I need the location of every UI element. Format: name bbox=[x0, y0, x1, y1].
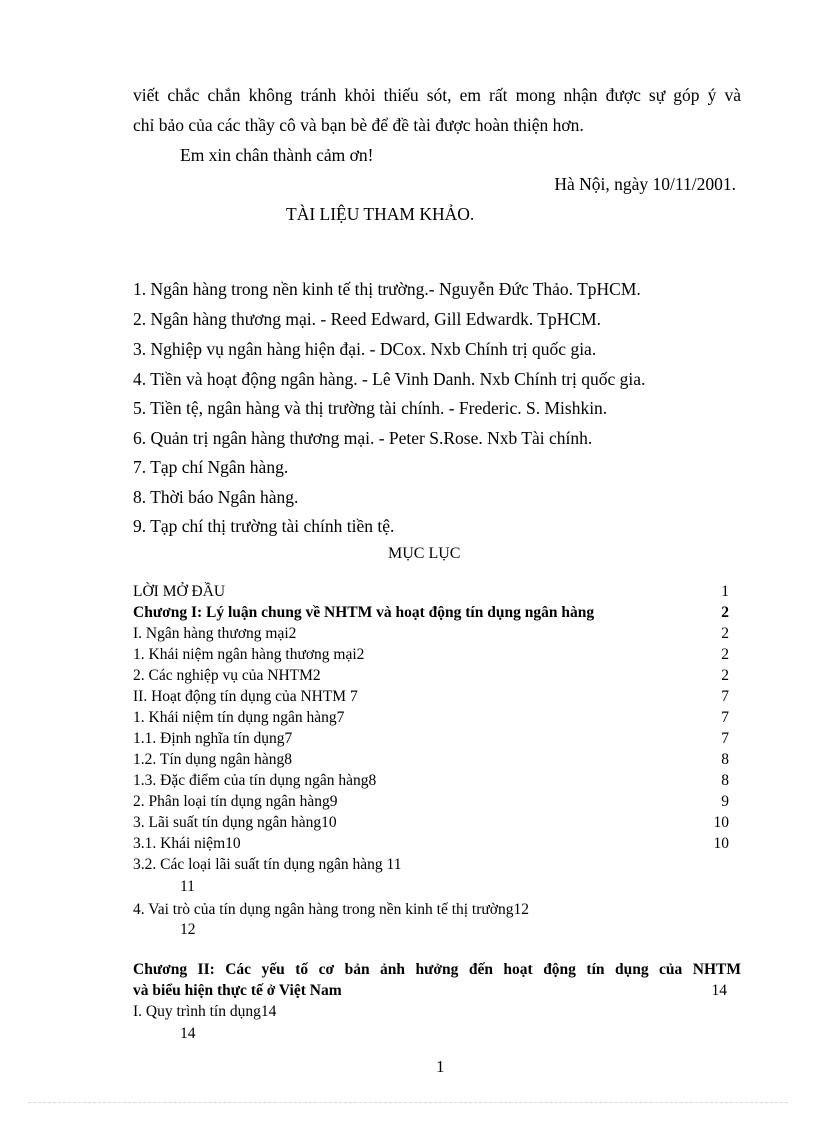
toc-row-continuation-page: 11 bbox=[180, 878, 195, 895]
page-number: 1 bbox=[436, 1057, 445, 1076]
toc-row-text: 2. Các nghiệp vụ của NHTM2 bbox=[133, 667, 321, 684]
page-break-rule bbox=[28, 1102, 788, 1103]
toc-row-text: 1.3. Đặc điểm của tín dụng ngân hàng8 bbox=[133, 772, 377, 789]
toc-title: MỤC LỤC bbox=[388, 545, 461, 562]
date-line: Hà Nội, ngày 10/11/2001. bbox=[554, 174, 736, 194]
reference-item: 1. Ngân hàng trong nền kinh tế thị trường.- Nguyễn Đức Thảo. TpHCM. bbox=[133, 279, 641, 299]
reference-item: 6. Quản trị ngân hàng thương mại. - Peter S.Rose. Nxb Tài chính. bbox=[133, 428, 593, 448]
toc-row-page: 2 bbox=[721, 625, 729, 642]
toc-row-page: 8 bbox=[721, 751, 729, 768]
intro-line-2: chỉ bảo của các thầy cô và bạn bè để đề tài được hoàn thiện hơn. bbox=[133, 115, 584, 135]
toc-row-page: 2 bbox=[721, 646, 729, 663]
toc-row-page: 10 bbox=[713, 835, 729, 852]
reference-item: 8. Thời báo Ngân hàng. bbox=[133, 487, 299, 507]
toc-row-text: 1.2. Tín dụng ngân hàng8 bbox=[133, 751, 293, 768]
toc-row-text: Chương I: Lý luận chung về NHTM và hoạt động tín dụng ngân hàng bbox=[133, 604, 595, 621]
toc-row-text: 3.2. Các loại lãi suất tín dụng ngân hàng 11 bbox=[133, 856, 402, 873]
thanks-line: Em xin chân thành cảm ơn! bbox=[180, 145, 374, 165]
toc-row-text: 1. Khái niệm ngân hàng thương mại2 bbox=[133, 646, 365, 663]
reference-item: 7. Tạp chí Ngân hàng. bbox=[133, 457, 289, 477]
toc-row-page: 7 bbox=[721, 730, 729, 747]
toc-row-text: 3.1. Khái niệm10 bbox=[133, 835, 241, 852]
toc-row-page: 7 bbox=[721, 709, 729, 726]
toc-row-page: 2 bbox=[721, 667, 729, 684]
reference-item: 2. Ngân hàng thương mại. - Reed Edward, Gill Edwardk. TpHCM. bbox=[133, 309, 601, 329]
intro-line-1: viết chắc chắn không tránh khỏi thiếu sót, em rất mong nhận được sự góp ý và bbox=[133, 85, 741, 105]
toc-row-text: 2. Phân loại tín dụng ngân hàng9 bbox=[133, 793, 338, 810]
toc-row-text: 4. Vai trò của tín dụng ngân hàng trong nền kinh tế thị trường12 bbox=[133, 901, 529, 918]
toc-row-text: I. Quy trình tín dụng14 bbox=[133, 1003, 277, 1020]
toc-row-continuation-page: 12 bbox=[180, 921, 196, 938]
reference-item: 3. Nghiệp vụ ngân hàng hiện đại. - DCox. Nxb Chính trị quốc gia. bbox=[133, 339, 597, 359]
toc-row-text: I. Ngân hàng thương mại2 bbox=[133, 625, 297, 642]
toc-row-text: II. Hoạt động tín dụng của NHTM 7 bbox=[133, 688, 358, 705]
toc-row-page: 8 bbox=[721, 772, 729, 789]
toc-row-continuation-page: 14 bbox=[180, 1025, 196, 1042]
toc-row-text: LỜI MỞ ĐẦU bbox=[133, 583, 226, 600]
reference-item: 4. Tiền và hoạt động ngân hàng. - Lê Vinh Danh. Nxb Chính trị quốc gia. bbox=[133, 369, 646, 389]
toc-row-text: và biểu hiện thực tế ở Việt Nam bbox=[133, 982, 342, 999]
toc-row-page: 14 bbox=[711, 982, 727, 999]
toc-row-page: 9 bbox=[721, 793, 729, 810]
toc-chapter2-line1: Chương II: Các yếu tố cơ bản ảnh hưởng đến hoạt động tín dụng của NHTM bbox=[133, 961, 741, 978]
reference-item: 5. Tiền tệ, ngân hàng và thị trường tài chính. - Frederic. S. Mishkin. bbox=[133, 398, 608, 418]
references-title: TÀI LIỆU THAM KHẢO. bbox=[286, 204, 475, 224]
toc-row-text: 1. Khái niệm tín dụng ngân hàng7 bbox=[133, 709, 345, 726]
toc-row-page: 7 bbox=[721, 688, 729, 705]
toc-row-text: 1.1. Định nghĩa tín dụng7 bbox=[133, 730, 293, 747]
toc-row-text: 3. Lãi suất tín dụng ngân hàng10 bbox=[133, 814, 337, 831]
toc-row-page: 2 bbox=[721, 604, 729, 621]
toc-row-page: 1 bbox=[721, 583, 729, 600]
toc-row-page: 10 bbox=[713, 814, 729, 831]
reference-item: 9. Tạp chí thị trường tài chính tiền tệ. bbox=[133, 516, 395, 536]
